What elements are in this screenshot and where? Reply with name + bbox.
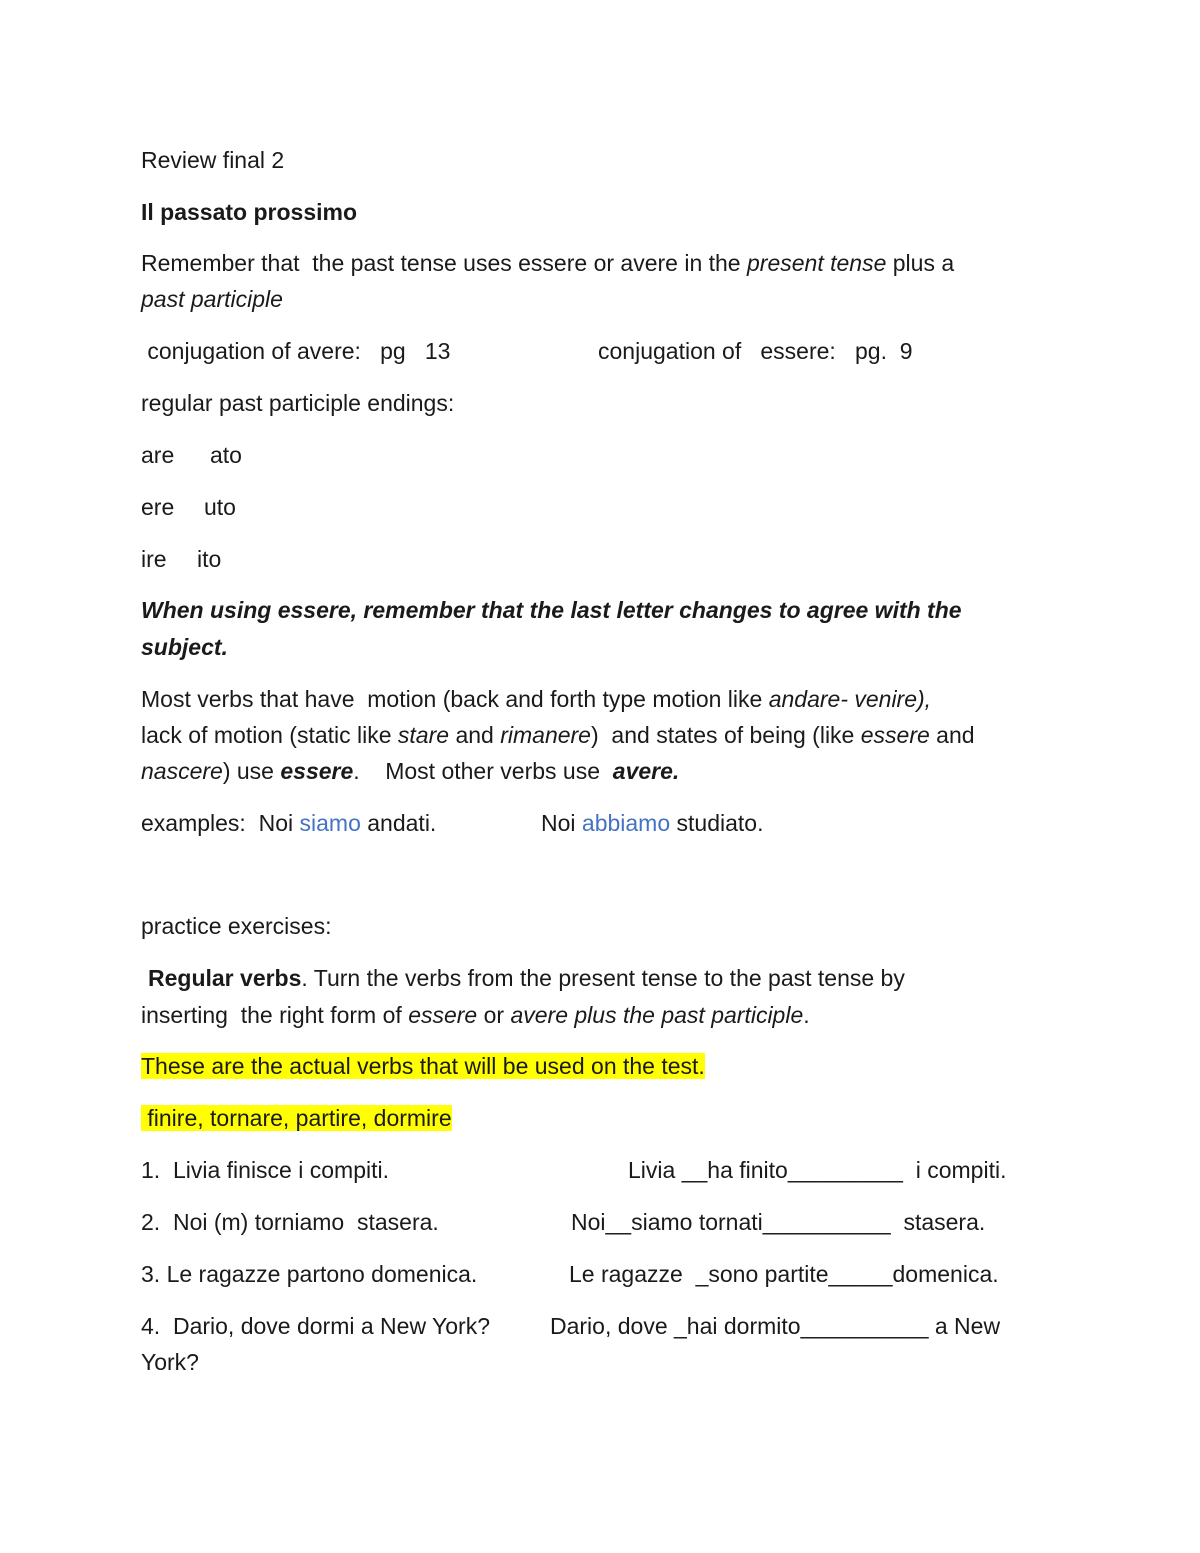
exercise-answer: Le ragazze _sono partite_____domenica. — [569, 1261, 999, 1287]
ending-row — [141, 541, 167, 577]
text-run: Most verbs that have motion (back and forth type motion like — [141, 686, 769, 712]
ending-participle: ato — [210, 442, 242, 468]
example-participle: studiato. — [670, 810, 764, 836]
text-run-italic: essere — [860, 722, 930, 748]
most-verbs-line-1 — [141, 681, 931, 717]
examples-label: examples: Noi — [141, 810, 300, 836]
ending-participle: uto — [204, 494, 236, 520]
text-run: lack of motion (static like — [141, 722, 398, 748]
auxiliary-avere: abbiamo — [581, 810, 671, 836]
most-verbs-line-3 — [141, 753, 679, 789]
ending-row — [141, 437, 174, 473]
regular-line-2 — [141, 997, 810, 1033]
remember-line-1 — [141, 245, 954, 281]
text-run: and — [929, 722, 975, 748]
exercise-question: 1. Livia finisce i compiti. — [141, 1157, 389, 1183]
section-heading: Il passato prossimo — [141, 199, 358, 225]
text-run: . Most other verbs use — [353, 758, 613, 784]
highlight-verbs — [141, 1100, 452, 1136]
ending-participle: ito — [197, 546, 222, 572]
endings-label: regular past participle endings: — [141, 390, 455, 416]
text-run: and — [449, 722, 501, 748]
regular-verbs-heading: Regular verbs — [148, 965, 302, 991]
text-run: ) and states of being (like — [590, 722, 861, 748]
highlight-note — [141, 1048, 705, 1084]
conj-essere: conjugation of essere: pg. 9 — [598, 338, 913, 364]
essere-note-line-2: subject. — [141, 634, 228, 660]
ending-row — [141, 489, 174, 525]
regular-line-1 — [148, 960, 905, 996]
text-run-bold-italic: essere — [280, 758, 354, 784]
ending-infinitive: are — [141, 442, 175, 468]
remember-text: Remember that the past tense uses essere or avere in the — [141, 250, 747, 276]
text-run-italic: essere — [408, 1002, 478, 1028]
remember-line-2: past participle — [141, 286, 283, 312]
example-2 — [541, 805, 763, 841]
doc-title: Review final 2 — [141, 147, 285, 173]
exercise-answer-continued: York? — [141, 1349, 199, 1375]
conj-avere: conjugation of avere: pg 13 — [141, 338, 451, 364]
text-run: inserting the right form of — [141, 1002, 409, 1028]
most-verbs-line-2 — [141, 717, 975, 753]
exercise-question: 3. Le ragazze partono domenica. — [141, 1261, 478, 1287]
example-participle: andati. — [360, 810, 437, 836]
exercise-answer: Dario, dove _hai dormito__________ a New — [550, 1313, 1001, 1339]
text-run: ) use — [222, 758, 281, 784]
highlighted-verb-list: finire, tornare, partire, dormire — [141, 1105, 452, 1131]
remember-text-end: plus a — [886, 250, 955, 276]
ending-infinitive: ere — [141, 494, 175, 520]
text-run-italic: stare — [397, 722, 450, 748]
exercise-answer: Livia __ha finito_________ i compiti. — [628, 1157, 1007, 1183]
text-run-italic: rimanere — [500, 722, 591, 748]
exercise-question: 4. Dario, dove dormi a New York? — [141, 1313, 491, 1339]
highlighted-text: These are the actual verbs that will be used on the test. — [141, 1053, 705, 1079]
example-subject: Noi — [541, 810, 582, 836]
exercise-question: 2. Noi (m) torniamo stasera. — [141, 1209, 439, 1235]
text-run: . — [803, 1002, 810, 1028]
remember-italic: present tense — [747, 250, 887, 276]
text-run-italic: andare- venire), — [768, 686, 932, 712]
text-run: . Turn the verbs from the present tense to the past tense by — [301, 965, 905, 991]
text-run: or — [477, 1002, 511, 1028]
ending-infinitive: ire — [141, 546, 167, 572]
auxiliary-essere: siamo — [299, 810, 361, 836]
essere-note-line-1: When using essere, remember that the last letter changes to agree with the — [141, 597, 962, 623]
text-run-italic: avere plus the past participle — [510, 1002, 804, 1028]
exercise-answer: Noi__siamo tornati__________ stasera. — [571, 1209, 986, 1235]
examples-line — [141, 805, 436, 841]
practice-label: practice exercises: — [141, 913, 332, 939]
text-run-italic: nascere — [141, 758, 223, 784]
text-run-bold-italic: avere. — [612, 758, 680, 784]
